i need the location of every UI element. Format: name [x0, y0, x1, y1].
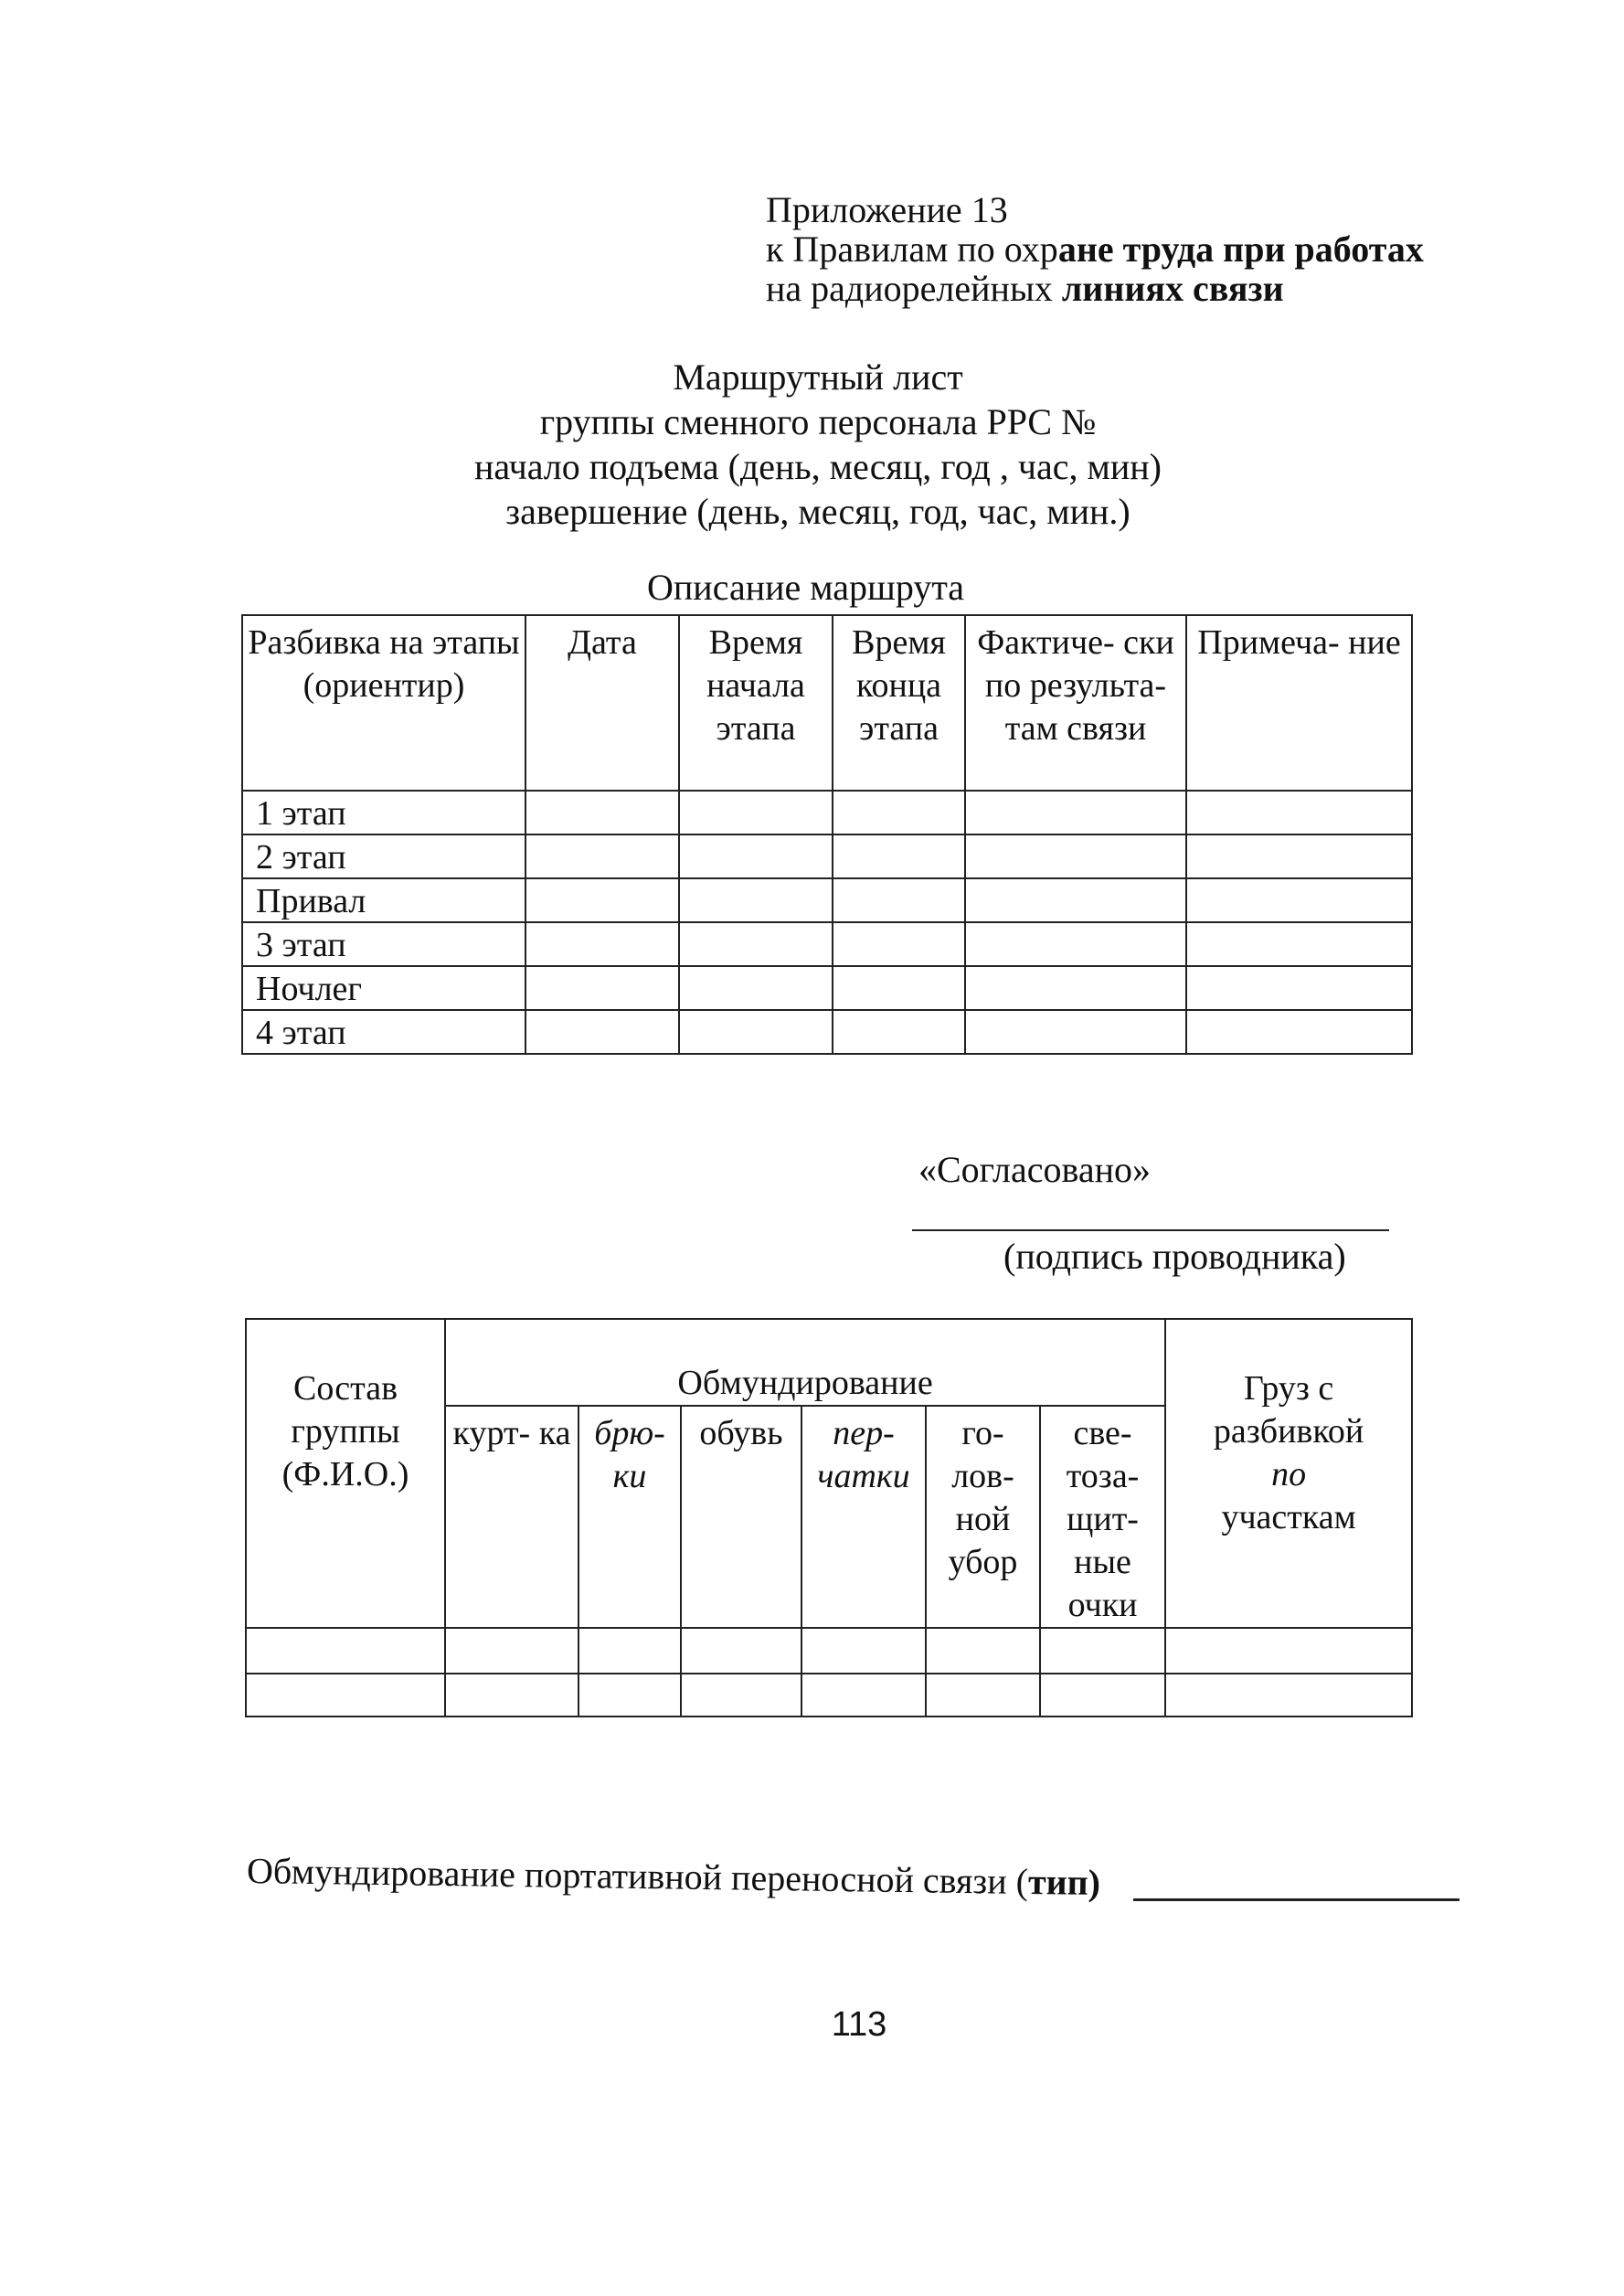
appendix-rules-line: к Правилам по охране труда при работах	[766, 229, 1424, 270]
signature-caption: (подпись проводника)	[1003, 1236, 1346, 1277]
table-cell	[679, 966, 833, 1010]
table-cell	[1165, 1628, 1412, 1674]
stage-label: 3 этап	[242, 922, 525, 966]
table-row	[242, 966, 1412, 1010]
table-cell	[578, 1674, 681, 1717]
stage-label: 1 этап	[242, 791, 525, 834]
table-cell	[1186, 966, 1412, 1010]
table-cell	[525, 966, 679, 1010]
table-cell	[965, 791, 1186, 834]
table-row	[242, 878, 1412, 922]
goggles-header: све- тоза- щит- ные очки	[1040, 1406, 1165, 1628]
route-table	[241, 614, 1413, 1055]
approval-label: «Согласовано»	[918, 1149, 1152, 1190]
page-number: 113	[831, 2005, 887, 2044]
table-row	[242, 834, 1412, 878]
table-cell	[965, 834, 1186, 878]
footwear-header: обувь	[681, 1406, 801, 1628]
table-cell	[833, 922, 965, 966]
appendix-header	[766, 190, 1424, 308]
table-cell	[679, 834, 833, 878]
table-row	[246, 1628, 1412, 1674]
trousers-header: брю- ки	[578, 1406, 681, 1628]
comm-type-fill-line	[1133, 1898, 1459, 1901]
table-cell	[965, 966, 1186, 1010]
table-cell	[1186, 878, 1412, 922]
table-cell	[525, 791, 679, 834]
route-table-caption: Описание маршрута	[647, 567, 965, 608]
appendix-subject-line: на радиорелейных линиях связи	[766, 268, 1284, 309]
table-cell	[801, 1628, 926, 1674]
table-cell	[525, 922, 679, 966]
end-date-line: завершение (день, месяц, год, час, мин.)	[505, 491, 1130, 532]
table-row	[242, 1010, 1412, 1054]
table-cell	[926, 1628, 1040, 1674]
table-cell	[1040, 1674, 1165, 1717]
signature-line	[912, 1229, 1389, 1231]
table-cell	[833, 966, 965, 1010]
start-time-header: Время начала этапа	[679, 615, 833, 791]
actual-comm-header: Фактиче- ски по результа- там связи	[965, 615, 1186, 791]
table-row	[242, 922, 1412, 966]
portable-comm-line: Обмундирование портативной переносной связи (тип)	[246, 1850, 1101, 1904]
table-cell	[833, 791, 965, 834]
stage-label: 2 этап	[242, 834, 525, 878]
table-cell	[246, 1674, 445, 1717]
table-cell	[1186, 834, 1412, 878]
stage-label: Привал	[242, 878, 525, 922]
equipment-header-row	[246, 1319, 1412, 1406]
table-cell	[445, 1674, 578, 1717]
table-cell	[679, 791, 833, 834]
table-cell	[1186, 1010, 1412, 1054]
date-header: Дата	[525, 615, 679, 791]
table-cell	[833, 878, 965, 922]
headwear-header: го- лов- ной убор	[926, 1406, 1040, 1628]
table-cell	[679, 922, 833, 966]
table-cell	[1186, 922, 1412, 966]
table-cell	[679, 878, 833, 922]
table-cell	[965, 1010, 1186, 1054]
appendix-number: Приложение 13	[766, 189, 1008, 230]
equipment-table	[245, 1318, 1413, 1717]
table-cell	[525, 834, 679, 878]
uniform-header: Обмундирование	[445, 1319, 1165, 1406]
table-cell	[525, 1010, 679, 1054]
table-cell	[246, 1628, 445, 1674]
gloves-header: пер- чатки	[801, 1406, 926, 1628]
stage-header: Разбивка на этапы (ориентир)	[242, 615, 525, 791]
stage-label: 4 этап	[242, 1010, 525, 1054]
group-members-header: Состав группы (Ф.И.О.)	[246, 1319, 445, 1628]
jacket-header: курт- ка	[445, 1406, 578, 1628]
table-cell	[578, 1628, 681, 1674]
table-row	[246, 1674, 1412, 1717]
note-header: Примеча- ние	[1186, 615, 1412, 791]
stage-label: Ночлег	[242, 966, 525, 1010]
table-cell	[679, 1010, 833, 1054]
end-time-header: Время конца этапа	[833, 615, 965, 791]
table-cell	[833, 834, 965, 878]
table-cell	[445, 1628, 578, 1674]
cargo-header: Груз с разбивкой по участкам	[1165, 1319, 1412, 1628]
table-row	[242, 791, 1412, 834]
table-cell	[926, 1674, 1040, 1717]
table-cell	[833, 1010, 965, 1054]
table-cell	[965, 878, 1186, 922]
table-cell	[1040, 1628, 1165, 1674]
table-cell	[801, 1674, 926, 1717]
route-header-row	[242, 615, 1412, 791]
table-cell	[525, 878, 679, 922]
table-cell	[965, 922, 1186, 966]
table-cell	[1165, 1674, 1412, 1717]
table-cell	[1186, 791, 1412, 834]
document-subtitle: группы сменного персонала РРС №	[539, 401, 1097, 442]
table-cell	[681, 1674, 801, 1717]
table-cell	[681, 1628, 801, 1674]
document-title: Маршрутный лист	[673, 356, 963, 398]
start-date-line: начало подъема (день, месяц, год , час, мин)	[474, 446, 1162, 487]
